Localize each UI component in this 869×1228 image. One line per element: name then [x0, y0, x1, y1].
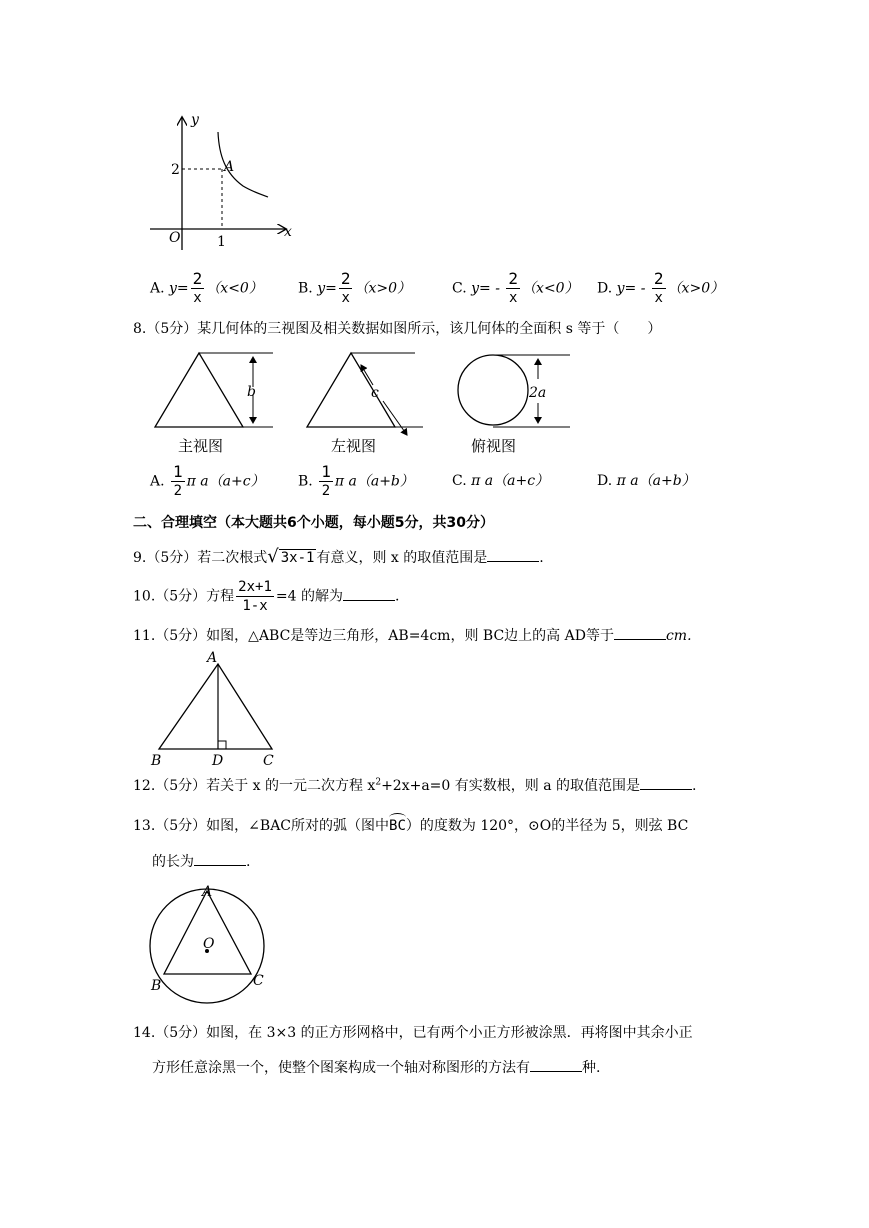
y-axis-label: y — [191, 112, 199, 128]
q8-option-a[interactable]: A. $\frac{1}{2}$ π a（a+c） — [150, 462, 265, 499]
q7-graph — [145, 110, 305, 260]
fraction: $\frac{2}{x}$ — [508, 269, 519, 306]
answer-blank[interactable] — [640, 775, 692, 790]
label-b: b — [247, 384, 256, 400]
sqrt-sign: √ — [267, 546, 279, 567]
top-view-label: 俯视图 — [471, 437, 517, 455]
y-tick-2: 2 — [171, 162, 180, 178]
answer-blank[interactable] — [343, 586, 395, 601]
q13-line-1: 13.（5分）如图，∠BAC所对的弧（图中BC）的度数为 120°，⊙O的半径为 5，则弦 BC — [133, 818, 689, 834]
q8-text: 8.（5分）某几何体的三视图及相关数据如图所示，该几何体的全面积 s 等于（ ） — [133, 321, 662, 337]
q12: 12.（5分）若关于 x 的一元二次方程 $x^2+2x+a=0$ 有实数根，则 a 的取值范围是 . — [133, 775, 696, 795]
answer-blank[interactable] — [194, 851, 246, 866]
front-view-triangle — [155, 353, 243, 427]
answer-blank[interactable] — [530, 1057, 582, 1072]
front-view-label: 主视图 — [178, 437, 224, 455]
slant-arrow-c — [361, 365, 373, 385]
point-d: D — [212, 753, 224, 769]
left-view-label: 左视图 — [331, 437, 377, 455]
q14-line-1: 14.（5分）如图，在 3×3 的正方形网格中，已有两个小正方形被涂黑．再将图中其余小正 — [133, 1025, 693, 1041]
q8-option-c[interactable]: C. π a（a+c） — [452, 473, 550, 489]
vertex-a: A — [202, 884, 213, 900]
q7-option-d[interactable]: D. y= - $\frac{2}{x}$ （x>0） — [597, 269, 725, 306]
fraction: $\frac{2}{x}$ — [340, 269, 351, 306]
q8-three-views-figure — [145, 345, 585, 460]
x-tick-1: 1 — [217, 234, 226, 250]
vertex-c: C — [263, 753, 274, 769]
q11-triangle-figure — [145, 648, 285, 770]
q13-line-2: 的长为 . — [152, 851, 250, 871]
origin-label: O — [169, 230, 181, 246]
q11: 11.（5分）如图，△ABC是等边三角形，AB=4cm，则 BC边上的高 AD等于 cm. — [133, 625, 692, 645]
fraction: $\frac{2}{x}$ — [653, 269, 664, 306]
q10: 10.（5分）方程 $\frac{2x+1}{1-x}$ =4 的解为 . — [133, 579, 400, 614]
fraction: $\frac{2}{x}$ — [192, 269, 203, 306]
q7-option-a[interactable]: A. y= $\frac{2}{x}$ （x<0） — [150, 269, 263, 306]
vertex-a: A — [207, 650, 218, 666]
left-view-triangle — [307, 353, 395, 427]
fraction-half: $\frac{1}{2}$ — [321, 462, 331, 499]
arc-bc: BC — [389, 818, 406, 834]
q14-line-2: 方形任意涂黑一个，使整个图案构成一个轴对称图形的方法有 种. — [152, 1057, 600, 1077]
top-view-circle — [458, 355, 528, 425]
vertex-b: B — [151, 978, 162, 994]
radicand: 3x-1 — [280, 550, 315, 566]
answer-blank[interactable] — [487, 547, 539, 562]
q8-option-b[interactable]: B. $\frac{1}{2}$ π a（a+b） — [298, 462, 414, 499]
label-c: c — [371, 385, 379, 401]
triangle-abc — [159, 664, 272, 749]
fraction-half: $\frac{1}{2}$ — [173, 462, 183, 499]
q7-option-b[interactable]: B. y= $\frac{2}{x}$ （x>0） — [298, 269, 412, 306]
vertex-b: B — [151, 753, 162, 769]
q9: 9.（5分）若二次根式√ 3x-1 有意义，则 x 的取值范围是 . — [133, 546, 544, 567]
label-2a: 2a — [529, 385, 547, 401]
x-axis-label: x — [284, 224, 292, 240]
point-a-label: A — [224, 159, 235, 175]
fraction: $\frac{2x+1}{1-x}$ — [238, 579, 272, 614]
vertex-c: C — [253, 973, 264, 989]
q8-option-d[interactable]: D. π a（a+b） — [597, 473, 696, 489]
inscribed-triangle — [164, 891, 251, 974]
q13-circle-figure — [145, 882, 280, 1012]
q7-option-c[interactable]: C. y= - $\frac{2}{x}$ （x<0） — [452, 269, 579, 306]
answer-blank[interactable] — [614, 625, 666, 640]
right-angle-mark — [218, 741, 226, 749]
section-2-heading: 二、合理填空（本大题共6个小题，每小题5分，共30分） — [133, 515, 494, 531]
center-label: O — [203, 936, 215, 952]
